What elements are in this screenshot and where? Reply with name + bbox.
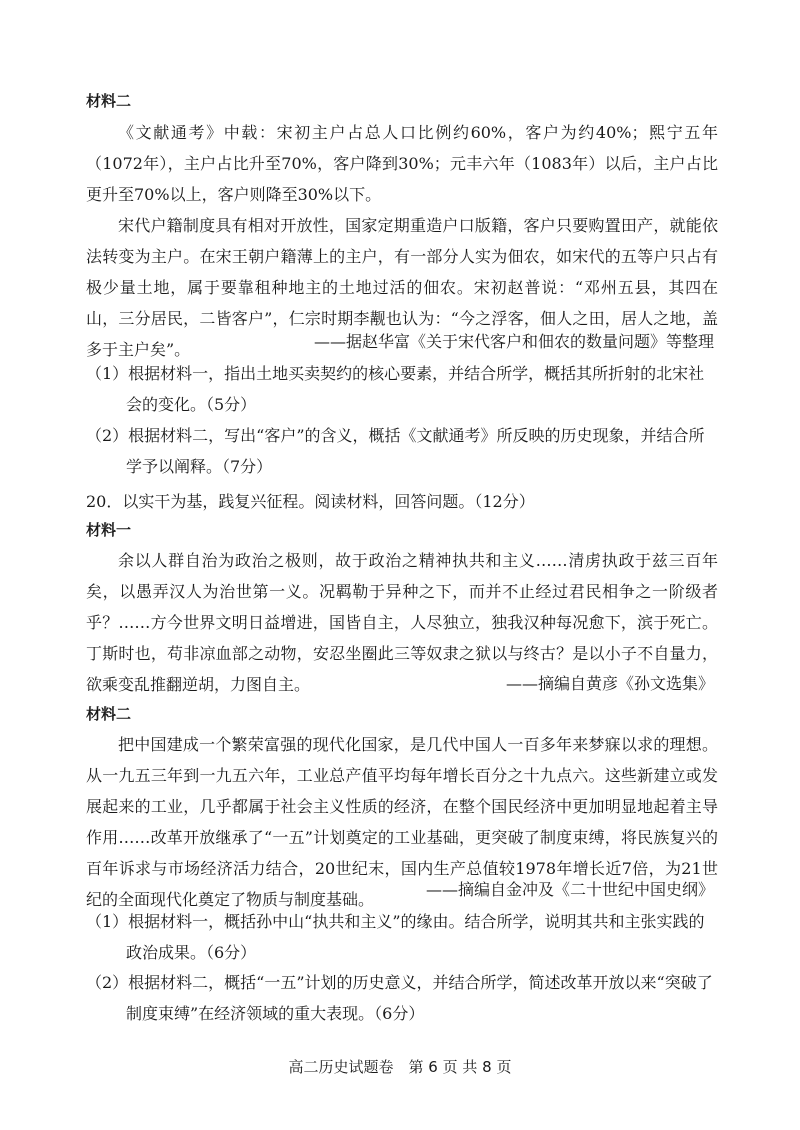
q20-title: 20．以实干为基，践复兴征程。阅读材料，回答问题。（12分）	[86, 492, 535, 511]
q19-material2-paragraph-2: 宋代户籍制度具有相对开放性，国家定期重造户口版籍，客户只要购置田产，就能依法转变为主户。在宋王朝户籍薄上的主户，有一部分人实为佃农，如宋代的五等户只占有极少量土地，属于要靠租种地主的土地过活的佃农。宋初赵普说：“邓州五县，其四在山，三分居民，二皆客户”，仁宗时期李觏也认为：“今之浮客，佃人之田，居人之地，盖多于主户矣”。	[86, 216, 718, 359]
q20-material1-heading: 材料一	[86, 521, 132, 539]
q20-material1-text: 余以人群自治为政治之极则，故于政治之精神执共和主义……清虏执政于兹三百年矣，以愚弄汉人为治世第一义。况羁勒于异种之下，而并不止经过君民相争之一阶级者乎？……方今世界文明日益增进，国皆自主，人尽独立，独我汉种每况愈下，滨于死亡。丁斯时也，苟非凉血部之动物，安忍坐圈此三等奴隶之狱以与终古？是以小子不自量力，欲乘变乱推翻逆胡，力图自主。	[86, 551, 718, 694]
q19-material2-source: ——据赵华富《关于宋代客户和佃农的数量问题》等整理	[313, 332, 714, 351]
q20-material1-source: ——摘编自黄彦《孙文选集》	[505, 674, 714, 693]
q20-material2-heading: 材料二	[86, 705, 132, 723]
q19-material2-paragraph-1: 《文献通考》中载：宋初主户占总人口比例约60%，客户为约40%；熙宁五年（1072年），主户占比升至70%，客户降到30%；元丰六年（1083年）以后，主户占比更升至70%以上，客户则降至30%以下。	[86, 123, 718, 204]
q20-question-2: （2）根据材料二，概括“一五”计划的历史意义，并结合所学，简述改革开放以来“突破了制度束缚”在经济领域的重大表现。（6分）	[86, 973, 713, 1023]
q19-question-1: （1）根据材料一，指出土地买卖契约的核心要素，并结合所学，概括其所折射的北宋社会的变化。（5分）	[86, 364, 705, 414]
q20-material2-source: ——摘编自金冲及《二十世纪中国史纲》	[425, 880, 714, 899]
page-footer: 高二历史试题卷 第 6 页 共 8 页	[288, 1058, 512, 1076]
q19-material2-heading: 材料二	[86, 92, 132, 110]
q20-material2-text: 把中国建成一个繁荣富强的现代化国家，是几代中国人一百多年来梦寐以求的理想。从一九五三年到一九五六年，工业总产值平均每年增长百分之十九点六。这些新建立或发展起来的工业，几乎都属于社会主义性质的经济，在整个国民经济中更加明显地起着主导作用……改革开放继承了“一五”计划奠定的工业基础，更突破了制度束缚，将民族复兴的百年诉求与市场经济活力结合，20世纪末，国内生产总值较1978年增长近7倍，为21世纪的全面现代化奠定了物质与制度基础。	[86, 735, 718, 909]
q20-question-1: （1）根据材料一，概括孙中山“执共和主义”的缘由。结合所学，说明其共和主张实践的政治成果。（6分）	[86, 912, 705, 962]
q19-question-2: （2）根据材料二，写出“客户”的含义，概括《文献通考》所反映的历史现象，并结合所学予以阐释。（7分）	[86, 426, 705, 476]
